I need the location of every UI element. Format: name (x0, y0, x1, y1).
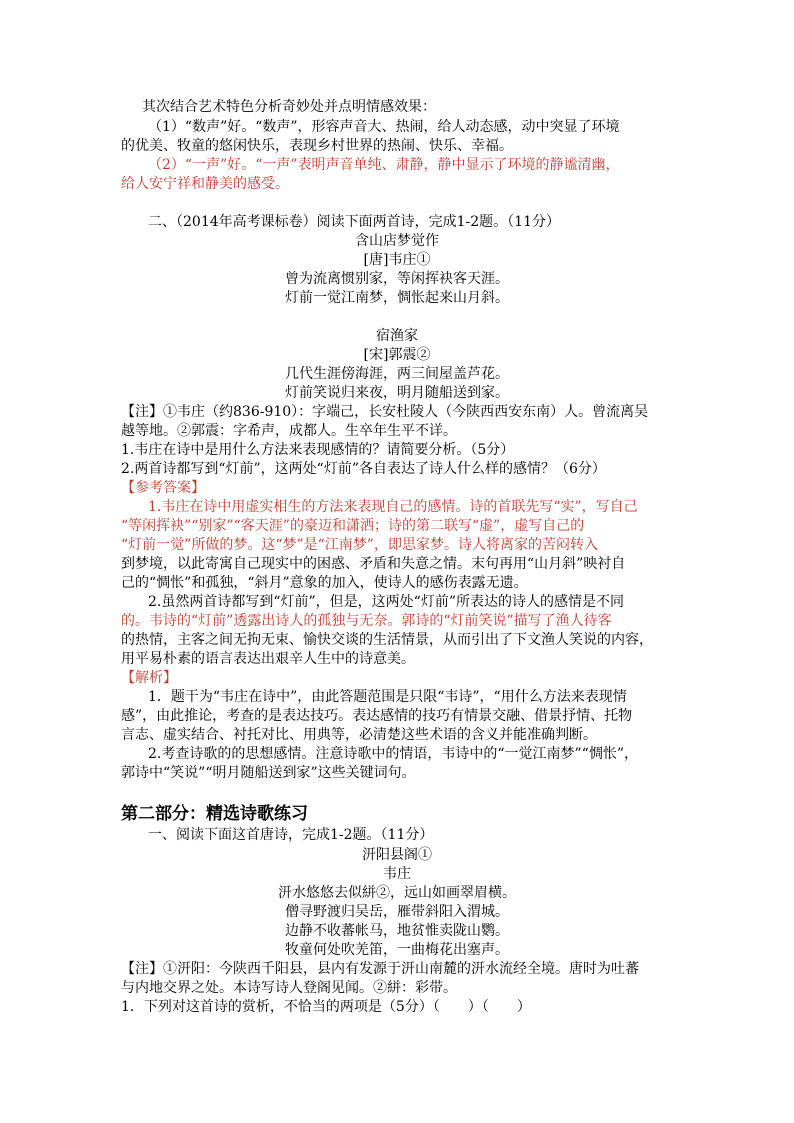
analysis-line: 郭诗中“笑说”“明月随船送到家”这些关键词句。 (121, 765, 416, 781)
analysis-line: 1．题干为“韦庄在诗中”，由此答题范围是只限“韦诗”，“用什么方法来表现情 (148, 689, 627, 705)
intro-line: 的优美、牧童的悠闲快乐，表现乡村世界的热闹、快乐、幸福。 (121, 138, 513, 154)
poem-line: 僧寻野渡归吴岳，雁带斜阳入渭城。 (285, 904, 509, 920)
poem-line: 边静不收蕃帐马，地贫惟卖陇山鹦。 (285, 923, 509, 939)
poem-author: [唐]韦庄① (363, 252, 431, 268)
poem-title: 宿渔家 (376, 328, 418, 344)
poem-title: 汧阳县阁① (362, 847, 432, 863)
intro-line: 其次结合艺术特色分析奇妙处并点明情感效果： (142, 99, 436, 115)
analysis-line: 2.考查诗歌的的思想感情。注意诗歌中的情语，韦诗中的“一觉江南梦”“惆怅”， (148, 746, 638, 762)
answer-line: 己的“惆怅”和孤独，“斜月”意象的加入，使诗人的感伤表露无遗。 (121, 575, 528, 591)
poem-line: 牧童何处吹羌笛，一曲梅花出塞声。 (285, 942, 509, 958)
poem-line: 灯前笑说归来夜，明月随船送到家。 (285, 385, 509, 401)
question-title: 一、阅读下面这首唐诗，完成1-2题。（11分） (148, 827, 434, 843)
poem-line: 几代生涯傍海涯，两三间屋盖芦花。 (285, 366, 509, 382)
question-line: 2.两首诗都写到“灯前”，这两处“灯前”各自表达了诗人什么样的感情？（6分） (121, 461, 606, 477)
answer-line: 1.韦庄在诗中用虚实相生的方法来表现自己的感情。诗的首联先写“实”，写自己 (148, 499, 638, 515)
answer-line: “灯前一觉”所做的梦。这“梦”是“江南梦”，即思家梦。诗人将离家的苦闷转入 (121, 537, 598, 553)
intro-line: 给人安宁祥和静美的感受。 (121, 176, 289, 192)
section-heading: 第二部分：精选诗歌练习 (121, 804, 308, 824)
poem-line: 灯前一觉江南梦，惆怅起来山月斜。 (285, 290, 509, 306)
poem-line: 汧水悠悠去似絣②，远山如画翠眉横。 (278, 885, 516, 901)
answer-heading: 【参考答案】 (121, 480, 205, 496)
analysis-line: 言志、虚实结合、衬托对比、用典等，必清楚这些术语的含义并能准确判断。 (121, 727, 597, 743)
question-line: 1．下列对这首诗的赏析，不恰当的两项是（5分）（ ）（ ） (121, 999, 531, 1015)
question-title: 二、（2014年高考课标卷）阅读下面两首诗，完成1-2题。（11分） (148, 214, 560, 230)
poem-author: 韦庄 (383, 866, 411, 882)
answer-line: 用平易朴素的语言表达出艰辛人生中的诗意美。 (121, 651, 415, 667)
answer-line: 的。韦诗的“灯前”透露出诗人的孤独与无奈。郭诗的“灯前笑说”描写了渔人待客 (121, 613, 612, 629)
answer-line: 的热情，主客之间无拘无束、愉快交谈的生活情景，从而引出了下文渔人笑说的内容， (121, 632, 653, 648)
intro-line: （1）“数声”好。“数声”，形容声音大、热闹，给人动态感，动中突显了环境 (148, 119, 620, 135)
intro-line: （2）“一声”好。“一声”表明声音单纯、肃静，静中显示了环境的静谧清幽， (148, 157, 620, 173)
answer-line: 到梦境，以此寄寓自己现实中的困惑、矛盾和失意之情。末句再用“山月斜”映衬自 (121, 556, 626, 572)
answer-line: 2.虽然两首诗都写到“灯前”，但是，这两处“灯前”所表达的诗人的感情是不同 (148, 594, 624, 610)
poem-title: 含山店梦觉作 (355, 233, 439, 249)
poem-author: [宋]郭震② (363, 347, 431, 363)
note-line: 越等地。②郭震：字希声，成都人。生卒年生平不详。 (121, 423, 457, 439)
poem-line: 曾为流离惯别家，等闲挥袂客天涯。 (285, 271, 509, 287)
note-line: 【注】①韦庄（约836-910）：字端己，长安杜陵人（今陕西西安东南）人。曾流离吴 (121, 404, 649, 420)
question-line: 1.韦庄在诗中是用什么方法来表现感情的？请简要分析。（5分） (121, 442, 515, 458)
answer-line: “等闲挥袂”“别家”“客天涯”的豪迈和潇洒；诗的第二联写“虚”，虚写自己的 (121, 518, 585, 534)
note-line: 【注】①汧阳：今陕西千阳县，县内有发源于汧山南麓的汧水流经全境。唐时为吐蕃 (121, 961, 639, 977)
analysis-line: 感”，由此推论，考查的是表达技巧。表达感情的技巧有情景交融、借景抒情、托物 (121, 708, 633, 724)
analysis-heading: 【解析】 (121, 670, 177, 686)
note-line: 与内地交界之处。本诗写诗人登阁见闻。②絣：彩带。 (121, 980, 457, 996)
